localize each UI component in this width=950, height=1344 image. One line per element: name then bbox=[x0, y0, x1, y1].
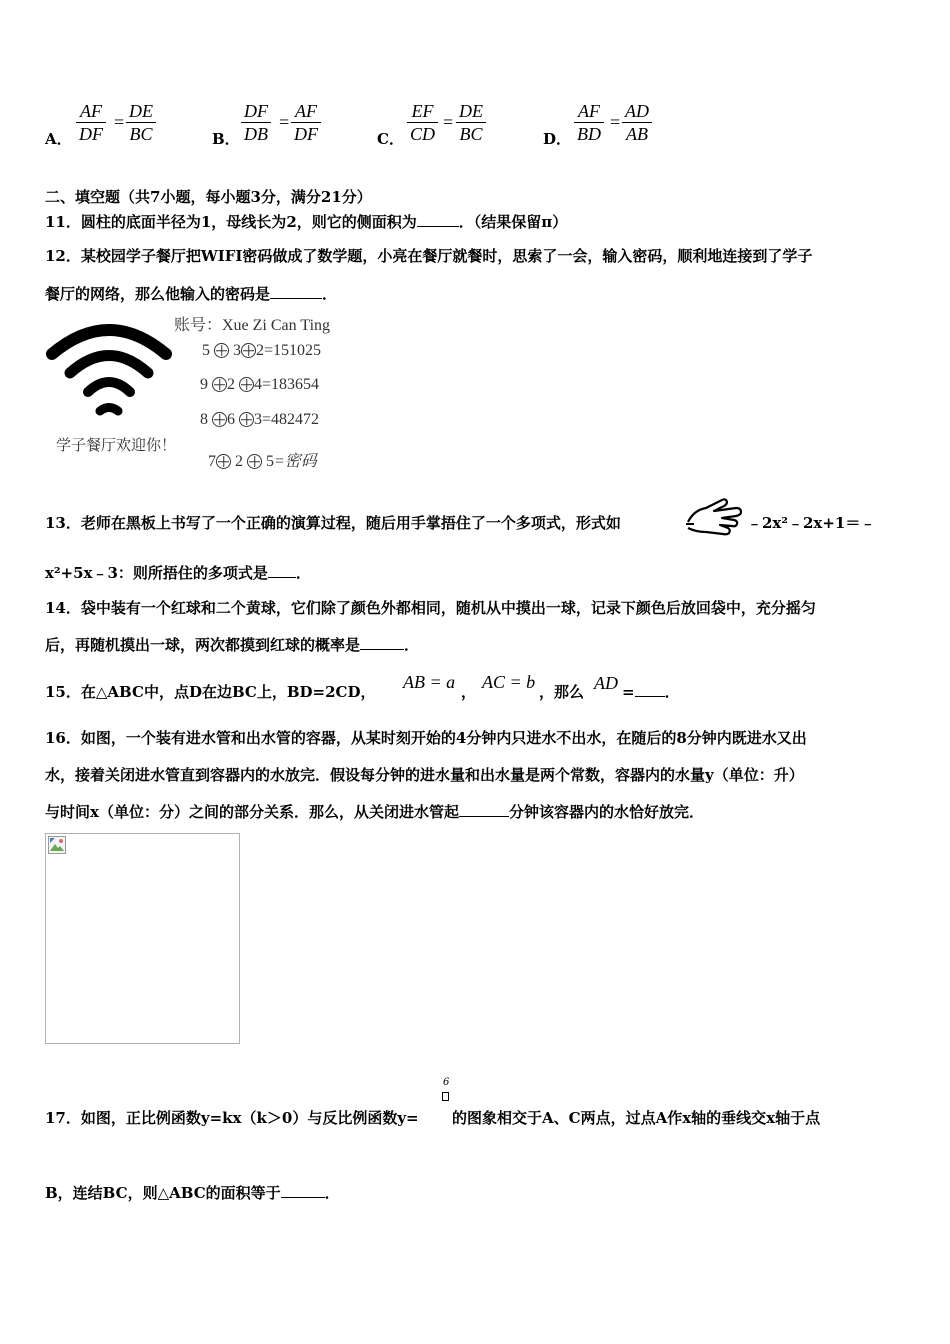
wifi-welcome-text: 学子餐厅欢迎你！ bbox=[56, 436, 177, 454]
option-b-rhs bbox=[291, 100, 321, 145]
oplus-icon bbox=[239, 412, 254, 427]
fraction-denominator: DF bbox=[79, 124, 103, 144]
question-15-text: 15．在△ABC中，点D在边BC上，BD=2CD， bbox=[45, 683, 376, 701]
option-a-lhs bbox=[76, 100, 106, 145]
question-15-mid: ，那么 bbox=[539, 683, 585, 701]
wifi-figure bbox=[40, 308, 360, 478]
equals-sign: = bbox=[610, 112, 621, 132]
option-c-lhs bbox=[407, 100, 438, 145]
equals-sign: = bbox=[279, 112, 290, 132]
question-16-text: 与时间x（单位：分）之间的部分关系．那么，从关闭进水管起 bbox=[45, 803, 459, 821]
option-a-label: A． bbox=[45, 130, 72, 148]
question-12-line2 bbox=[45, 283, 337, 304]
fraction-numerator: AF bbox=[76, 100, 106, 123]
fraction-denominator: CD bbox=[410, 124, 436, 144]
question-14-tail: ． bbox=[404, 636, 420, 654]
operand: 9 bbox=[200, 376, 208, 393]
fraction-denominator: BD bbox=[577, 124, 601, 144]
wifi-row-3 bbox=[200, 411, 319, 429]
equals-sign: = bbox=[443, 112, 454, 132]
question-15-eq bbox=[622, 681, 680, 702]
wifi-row-1 bbox=[202, 342, 321, 360]
answer-blank bbox=[281, 1183, 325, 1198]
answer-blank bbox=[268, 563, 296, 578]
fraction-denominator: BC bbox=[129, 124, 153, 144]
question-15-tail: ． bbox=[664, 683, 680, 701]
oplus-icon bbox=[247, 454, 262, 469]
fraction-denominator: DF bbox=[294, 124, 318, 144]
operand: 5 bbox=[266, 453, 274, 470]
option-a-rhs bbox=[126, 100, 156, 145]
question-17-tail2: ． bbox=[324, 1184, 340, 1202]
fraction-numerator: EF bbox=[407, 100, 438, 123]
question-11-text: 11．圆柱的底面半径为1，母线长为2，则它的侧面积为 bbox=[45, 213, 417, 231]
fraction-numerator: DE bbox=[126, 100, 156, 123]
fraction-numerator: 6 bbox=[443, 1077, 450, 1088]
operand: 6 bbox=[227, 411, 235, 428]
question-16-line2: 水，接着关闭进水管直到容器内的水放完．假设每分钟的进水量和出水量是两个常数，容器内的水量y（单位：升） bbox=[45, 766, 804, 784]
operand: 2 bbox=[235, 453, 243, 470]
question-14-line2 bbox=[45, 634, 419, 655]
wifi-row-4 bbox=[208, 448, 317, 471]
fraction-numerator: AF bbox=[291, 100, 321, 123]
vector-ac: AC = b bbox=[482, 672, 536, 692]
question-13-text: 13．老师在黑板上书写了一个正确的演算过程，随后用手掌捂住了一个多项式，形式如 bbox=[45, 514, 621, 532]
question-16-tail: 分钟该容器内的水恰好放完． bbox=[508, 803, 704, 821]
question-13-expression: ﹣2x²﹣2x+1＝﹣ bbox=[747, 514, 876, 532]
operand: 8 bbox=[200, 411, 208, 428]
operand: 2 bbox=[227, 376, 235, 393]
oplus-icon bbox=[241, 343, 256, 358]
fraction-denominator-box bbox=[442, 1092, 449, 1101]
question-13-line2 bbox=[45, 562, 311, 583]
wifi-row-2 bbox=[200, 376, 319, 394]
fraction-numerator: DE bbox=[456, 100, 486, 123]
option-d-lhs bbox=[574, 100, 604, 145]
oplus-icon bbox=[214, 343, 229, 358]
fraction-numerator: AF bbox=[574, 100, 604, 123]
answer-blank bbox=[417, 212, 459, 227]
question-12-tail: ． bbox=[322, 285, 338, 303]
operand: 4 bbox=[254, 376, 262, 393]
operand: 3 bbox=[254, 411, 262, 428]
question-11 bbox=[45, 211, 567, 232]
fraction-denominator: DB bbox=[244, 124, 268, 144]
question-16-line1: 16．如图，一个装有进水管和出水管的容器，从某时刻开始的4分钟内只进水不出水，在随后的8分钟内既进水又出 bbox=[45, 729, 807, 747]
option-c-rhs bbox=[456, 100, 486, 145]
question-13-line1 bbox=[45, 512, 621, 533]
operand: 2 bbox=[256, 342, 264, 359]
question-12-text: 餐厅的网络，那么他输入的密码是 bbox=[45, 285, 271, 303]
question-17-line2 bbox=[45, 1182, 340, 1203]
operand: 5 bbox=[202, 342, 210, 359]
broken-image-icon bbox=[48, 836, 66, 854]
option-b-lhs bbox=[241, 100, 271, 145]
question-17-text: 17．如图，正比例函数y=kx（k＞0）与反比例函数y= bbox=[45, 1109, 419, 1127]
question-17-text2: B，连结BC，则△ABC的面积等于 bbox=[45, 1184, 281, 1202]
wifi-account: 账号：Xue Zi Can Ting bbox=[174, 317, 331, 334]
question-12-line1: 12．某校园学子餐厅把WIFI密码做成了数学题，小亮在餐厅就餐时，思索了一会，输入密码，顺利地连接到了学子 bbox=[45, 247, 813, 265]
answer-blank bbox=[270, 284, 322, 299]
vector-ab: AB = a bbox=[403, 672, 456, 692]
oplus-icon bbox=[212, 377, 227, 392]
fraction-numerator: DF bbox=[241, 100, 271, 123]
answer-blank bbox=[635, 682, 665, 697]
equals-sign: = bbox=[622, 683, 635, 701]
section-title: 二、填空题（共7小题，每小题3分，满分21分） bbox=[45, 188, 372, 206]
separator: ， bbox=[461, 683, 477, 701]
question-16-line3 bbox=[45, 801, 704, 822]
answer-blank bbox=[360, 635, 404, 650]
hand-icon bbox=[684, 496, 744, 540]
answer-blank bbox=[459, 802, 509, 817]
option-c-label: C． bbox=[377, 130, 404, 148]
vector-ad: AD bbox=[594, 673, 618, 693]
question-17-tail: 的图象相交于A、C两点，过点A作x轴的垂线交x轴于点 bbox=[452, 1109, 821, 1127]
figure-placeholder bbox=[45, 833, 240, 1044]
oplus-icon bbox=[239, 377, 254, 392]
question-15 bbox=[45, 681, 376, 702]
question-11-tail: ．（结果保留π） bbox=[458, 213, 568, 231]
question-17-line1 bbox=[45, 1107, 419, 1128]
equals-sign: = bbox=[114, 112, 125, 132]
option-d-rhs bbox=[622, 100, 652, 145]
operand: 3 bbox=[233, 342, 241, 359]
question-14-text: 后，再随机摸出一球，两次都摸到红球的概率是 bbox=[45, 636, 361, 654]
fraction-denominator: AB bbox=[626, 124, 648, 144]
option-d-label: D． bbox=[543, 130, 572, 148]
question-14-line1: 14．袋中装有一个红球和二个黄球，它们除了颜色外都相同，随机从中摸出一球，记录下颜色后放回袋中，充分摇匀 bbox=[45, 599, 816, 617]
row-result: =183654 bbox=[262, 376, 320, 393]
oplus-icon bbox=[216, 454, 231, 469]
wifi-icon bbox=[44, 316, 174, 426]
row-result: =151025 bbox=[264, 342, 322, 359]
option-b-label: B． bbox=[212, 130, 240, 148]
fraction-denominator: BC bbox=[459, 124, 483, 144]
row-result: =密码 bbox=[274, 453, 317, 470]
oplus-icon bbox=[212, 412, 227, 427]
question-13-text2: x²+5x﹣3：则所捂住的多项式是 bbox=[45, 564, 268, 582]
fraction-numerator: AD bbox=[622, 100, 652, 123]
operand: 7 bbox=[208, 453, 216, 470]
row-result: =482472 bbox=[262, 411, 320, 428]
question-13-tail: ． bbox=[295, 564, 311, 582]
